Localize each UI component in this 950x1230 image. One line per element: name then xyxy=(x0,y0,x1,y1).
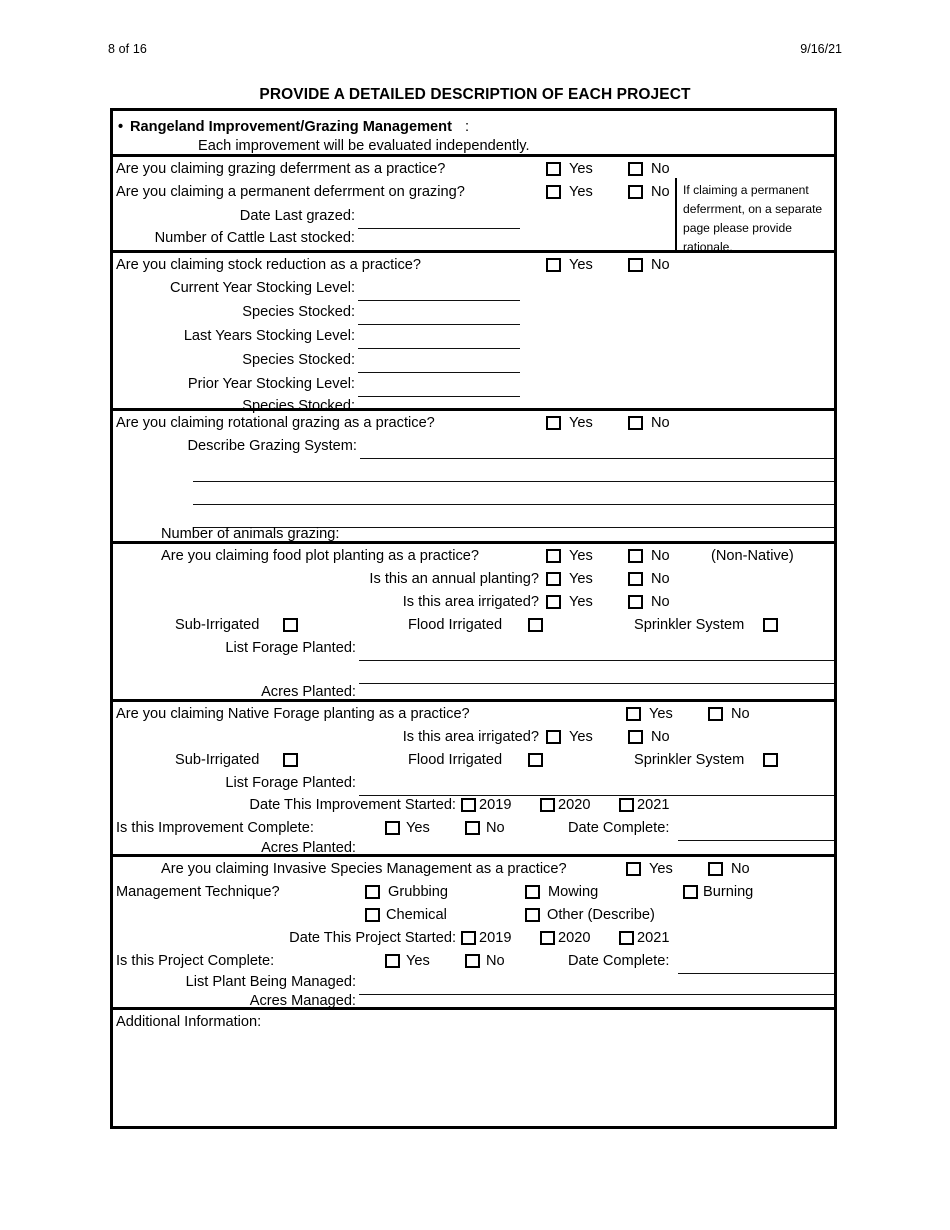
technique-grubbing-checkbox[interactable] xyxy=(365,885,380,899)
describe-grazing-system-label: Describe Grazing System: xyxy=(187,438,357,454)
technique-chemical-checkbox[interactable] xyxy=(365,908,380,922)
acres-managed-label: Acres Managed: xyxy=(249,993,356,1009)
section-title: Rangeland Improvement/Grazing Management xyxy=(130,119,452,135)
deferrment-q2-no-label: No xyxy=(651,184,670,200)
native-forage-year-2019-checkbox[interactable] xyxy=(461,798,476,812)
current-year-stocking-label: Current Year Stocking Level: xyxy=(170,280,355,296)
deferrment-q2-yes-checkbox[interactable] xyxy=(546,185,561,199)
technique-grubbing-label: Grubbing xyxy=(388,884,449,900)
grazing-system-input-line-1[interactable] xyxy=(360,458,834,459)
deferrment-q2-no-checkbox[interactable] xyxy=(628,185,643,199)
invasive-species-question: Are you claiming Invasive Species Management as a practice? xyxy=(161,861,567,877)
technique-burning-label: Burning xyxy=(703,884,754,900)
native-forage-irrigated-no-label: No xyxy=(651,729,670,745)
section-stock-reduction xyxy=(113,253,834,414)
document-date: 9/16/21 xyxy=(800,42,842,56)
annual-planting-no-label: No xyxy=(651,571,670,587)
food-plot-question: Are you claiming food plot planting as a practice? xyxy=(161,548,480,564)
food-plot-sub-irrigated-label: Sub-Irrigated xyxy=(175,617,260,633)
page-title: PROVIDE A DETAILED DESCRIPTION OF EACH PROJECT xyxy=(259,86,691,103)
native-forage-date-started-label: Date This Improvement Started: xyxy=(249,797,456,813)
invasive-project-complete-label: Is this Project Complete: xyxy=(116,953,275,969)
deferrment-q1-yes-label: Yes xyxy=(569,161,593,177)
rotational-grazing-yes-label: Yes xyxy=(569,415,593,431)
native-forage-yes-label: Yes xyxy=(649,706,673,722)
invasive-species-no-checkbox[interactable] xyxy=(708,862,723,876)
food-plot-no-checkbox[interactable] xyxy=(628,549,643,563)
project-description-table xyxy=(110,108,837,1129)
section-rotational-grazing xyxy=(113,411,834,544)
native-forage-irrigated-yes-checkbox[interactable] xyxy=(546,730,561,744)
food-plot-no-label: No xyxy=(651,548,670,564)
management-technique-label: Management Technique? xyxy=(116,884,280,900)
annual-planting-yes-checkbox[interactable] xyxy=(546,572,561,586)
grazing-system-input-line-2[interactable] xyxy=(193,481,834,482)
annual-planting-yes-label: Yes xyxy=(569,571,593,587)
native-forage-sub-irrigated-checkbox[interactable] xyxy=(283,753,298,767)
food-plot-yes-checkbox[interactable] xyxy=(546,549,561,563)
invasive-species-yes-checkbox[interactable] xyxy=(626,862,641,876)
cattle-last-stocked-label: Number of Cattle Last stocked: xyxy=(154,230,355,246)
invasive-year-2019-label: 2019 xyxy=(479,930,512,946)
rotational-grazing-no-checkbox[interactable] xyxy=(628,416,643,430)
food-plot-acres-planted-label: Acres Planted: xyxy=(261,684,356,700)
native-forage-flood-irrigated-label: Flood Irrigated xyxy=(408,752,503,768)
list-plant-managed-input[interactable] xyxy=(359,994,834,995)
last-years-stocking-input[interactable] xyxy=(358,348,520,349)
native-forage-question: Are you claiming Native Forage planting as a practice? xyxy=(116,706,470,722)
deferrment-q1-no-checkbox[interactable] xyxy=(628,162,643,176)
native-forage-date-complete-label: Date Complete: xyxy=(568,820,670,836)
rotational-grazing-question: Are you claiming rotational grazing as a practice? xyxy=(116,415,435,431)
native-forage-complete-label: Is this Improvement Complete: xyxy=(116,820,314,836)
invasive-date-started-label: Date This Project Started: xyxy=(289,930,456,946)
invasive-date-complete-input[interactable] xyxy=(678,973,834,974)
native-forage-no-checkbox[interactable] xyxy=(708,707,723,721)
deferrment-q2-yes-label: Yes xyxy=(569,184,593,200)
last-years-stocking-label: Last Years Stocking Level: xyxy=(183,328,355,344)
section-rangeland-header xyxy=(113,111,834,157)
species-stocked-2-label: Species Stocked: xyxy=(242,352,355,368)
technique-burning-checkbox[interactable] xyxy=(683,885,698,899)
section-food-plot-planting xyxy=(113,544,834,702)
species-stocked-1-label: Species Stocked: xyxy=(242,304,355,320)
section-subtitle: Each improvement will be evaluated independently. xyxy=(198,138,530,154)
food-plot-irrigated-no-checkbox[interactable] xyxy=(628,595,643,609)
invasive-year-2020-checkbox[interactable] xyxy=(540,931,555,945)
native-forage-sprinkler-label: Sprinkler System xyxy=(634,752,745,768)
date-last-grazed-label: Date Last grazed: xyxy=(239,208,355,224)
stock-reduction-question: Are you claiming stock reduction as a practice? xyxy=(116,257,421,273)
prior-year-stocking-input[interactable] xyxy=(358,396,520,397)
native-forage-flood-irrigated-checkbox[interactable] xyxy=(528,753,543,767)
food-plot-flood-irrigated-checkbox[interactable] xyxy=(528,618,543,632)
native-forage-year-2021-checkbox[interactable] xyxy=(619,798,634,812)
invasive-species-no-label: No xyxy=(731,861,750,877)
invasive-complete-no-label: No xyxy=(486,953,505,969)
technique-mowing-label: Mowing xyxy=(548,884,599,900)
technique-chemical-label: Chemical xyxy=(386,907,447,923)
rotational-grazing-yes-checkbox[interactable] xyxy=(546,416,561,430)
native-forage-complete-yes-label: Yes xyxy=(406,820,430,836)
technique-other-label: Other (Describe) xyxy=(547,907,655,923)
native-forage-complete-yes-checkbox[interactable] xyxy=(385,821,400,835)
native-forage-irrigated-question: Is this area irrigated? xyxy=(402,729,539,745)
invasive-year-2019-checkbox[interactable] xyxy=(461,931,476,945)
native-forage-yes-checkbox[interactable] xyxy=(626,707,641,721)
bullet-icon: • xyxy=(118,119,124,135)
native-forage-complete-no-label: No xyxy=(486,820,505,836)
food-plot-sub-irrigated-checkbox[interactable] xyxy=(283,618,298,632)
technique-mowing-checkbox[interactable] xyxy=(525,885,540,899)
native-forage-sub-irrigated-label: Sub-Irrigated xyxy=(175,752,260,768)
section-invasive-species-management xyxy=(113,857,834,1010)
native-forage-year-2019-label: 2019 xyxy=(479,797,512,813)
deferrment-q1-no-label: No xyxy=(651,161,670,177)
native-forage-irrigated-no-checkbox[interactable] xyxy=(628,730,643,744)
stock-reduction-no-label: No xyxy=(651,257,670,273)
native-forage-date-complete-input[interactable] xyxy=(678,840,834,841)
invasive-species-yes-label: Yes xyxy=(649,861,673,877)
invasive-date-complete-label: Date Complete: xyxy=(568,953,670,969)
food-plot-forage-input-line-1[interactable] xyxy=(359,660,834,661)
native-forage-irrigated-yes-label: Yes xyxy=(569,729,593,745)
stock-reduction-yes-checkbox[interactable] xyxy=(546,258,561,272)
invasive-complete-yes-checkbox[interactable] xyxy=(385,954,400,968)
invasive-year-2021-checkbox[interactable] xyxy=(619,931,634,945)
annual-planting-no-checkbox[interactable] xyxy=(628,572,643,586)
deferrment-question-1: Are you claiming grazing deferrment as a practice? xyxy=(116,161,446,177)
note-cell-divider xyxy=(675,178,677,253)
permanent-deferrment-note: If claiming a permanent deferrment, on a separate page please provide rationale. xyxy=(683,183,823,254)
current-year-stocking-input[interactable] xyxy=(358,300,520,301)
food-plot-sprinkler-checkbox[interactable] xyxy=(763,618,778,632)
technique-other-checkbox[interactable] xyxy=(525,908,540,922)
date-last-grazed-input[interactable] xyxy=(358,228,520,229)
native-forage-year-2020-label: 2020 xyxy=(558,797,591,813)
food-plot-list-forage-label: List Forage Planted: xyxy=(225,640,356,656)
native-forage-no-label: No xyxy=(731,706,750,722)
rotational-grazing-no-label: No xyxy=(651,415,670,431)
additional-information-label: Additional Information: xyxy=(116,1014,262,1030)
food-plot-forage-input-line-2[interactable] xyxy=(359,683,834,684)
grazing-system-input-line-3[interactable] xyxy=(193,504,834,505)
food-plot-yes-label: Yes xyxy=(569,548,593,564)
number-animals-grazing-label: Number of animals grazing: xyxy=(161,526,340,542)
invasive-year-2021-label: 2021 xyxy=(637,930,670,946)
native-forage-year-2021-label: 2021 xyxy=(637,797,670,813)
deferrment-question-2: Are you claiming a permanent deferrment on grazing? xyxy=(116,184,465,200)
food-plot-flood-irrigated-label: Flood Irrigated xyxy=(408,617,503,633)
food-plot-irrigated-no-label: No xyxy=(651,594,670,610)
invasive-complete-yes-label: Yes xyxy=(406,953,430,969)
species-stocked-3-label: Species Stocked: xyxy=(242,398,355,414)
section-grazing-deferrment xyxy=(113,157,834,253)
native-forage-acres-planted-label: Acres Planted: xyxy=(261,840,356,856)
page-number: 8 of 16 xyxy=(108,42,147,56)
native-forage-year-2020-checkbox[interactable] xyxy=(540,798,555,812)
annual-planting-question: Is this an annual planting? xyxy=(369,571,539,587)
native-forage-list-forage-label: List Forage Planted: xyxy=(225,775,356,791)
list-plant-managed-label: List Plant Being Managed: xyxy=(185,974,356,990)
invasive-complete-no-checkbox[interactable] xyxy=(465,954,480,968)
food-plot-irrigated-question: Is this area irrigated? xyxy=(402,594,539,610)
species-stocked-2-input[interactable] xyxy=(358,372,520,373)
stock-reduction-yes-label: Yes xyxy=(569,257,593,273)
native-forage-sprinkler-checkbox[interactable] xyxy=(763,753,778,767)
deferrment-q1-yes-checkbox[interactable] xyxy=(546,162,561,176)
food-plot-irrigated-yes-checkbox[interactable] xyxy=(546,595,561,609)
food-plot-sprinkler-label: Sprinkler System xyxy=(634,617,745,633)
section-native-forage-planting xyxy=(113,702,834,857)
section-title-colon: : xyxy=(465,119,470,135)
section-additional-information[interactable] xyxy=(113,1010,834,1126)
food-plot-irrigated-yes-label: Yes xyxy=(569,594,593,610)
species-stocked-1-input[interactable] xyxy=(358,324,520,325)
native-forage-forage-input[interactable] xyxy=(359,795,834,796)
prior-year-stocking-label: Prior Year Stocking Level: xyxy=(187,376,355,392)
food-plot-non-native-label: (Non-Native) xyxy=(711,548,794,564)
invasive-year-2020-label: 2020 xyxy=(558,930,591,946)
stock-reduction-no-checkbox[interactable] xyxy=(628,258,643,272)
native-forage-complete-no-checkbox[interactable] xyxy=(465,821,480,835)
